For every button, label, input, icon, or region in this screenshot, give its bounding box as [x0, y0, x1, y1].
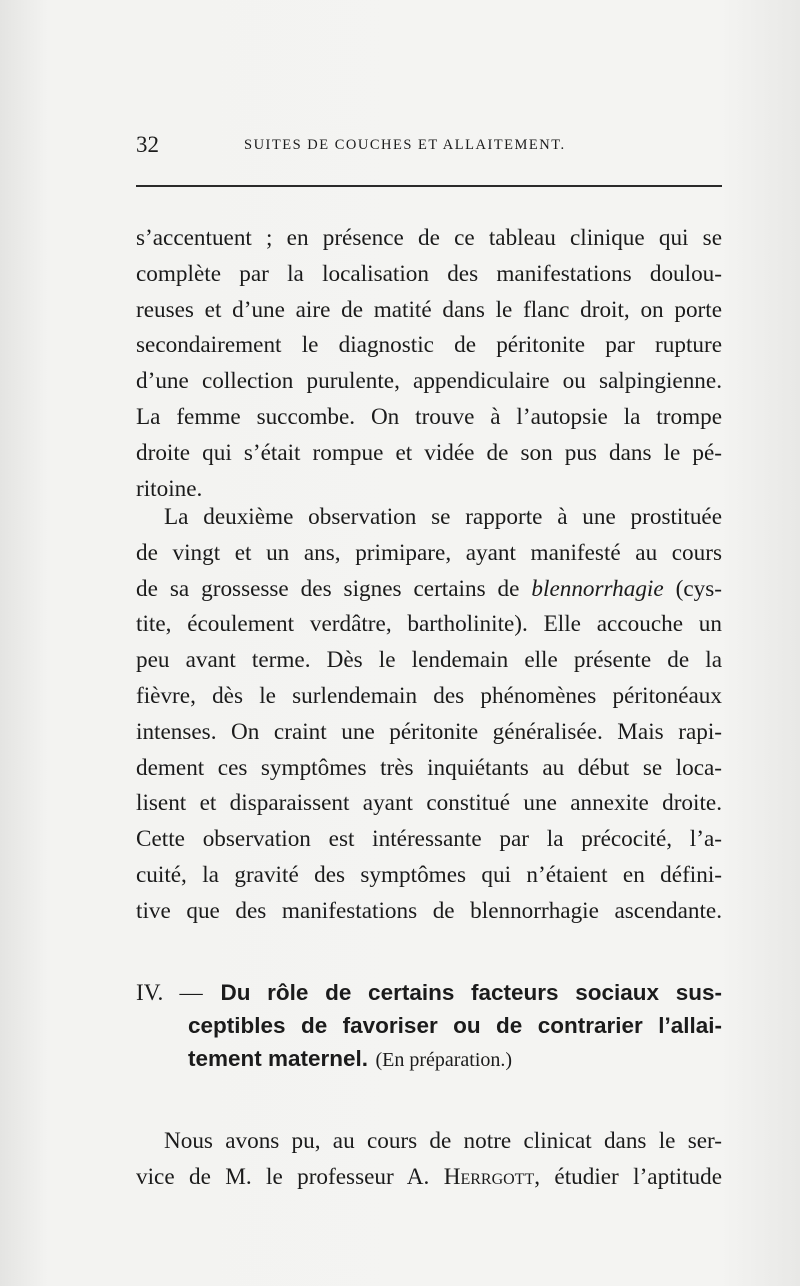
text-line: Cette observation est intéressante par la précocité, l’a- [136, 826, 722, 853]
text-line: secondairement le diagnostic de péritonite par rupture [136, 332, 722, 359]
text-line: Nous avons pu, au cours de notre clinicat dans le ser- [164, 1128, 722, 1154]
paragraph-continuation [136, 221, 722, 507]
section-title: ceptibles de favoriser ou de contrarier l’allai- [188, 1013, 722, 1038]
paragraph-second-observation [136, 500, 722, 930]
section-numeral: IV. — [136, 980, 203, 1006]
text-segment: , étudier l’aptitude [534, 1163, 722, 1190]
text-line: peu avant terme. Dès le lendemain elle présente de la [136, 647, 722, 674]
header-rule [136, 185, 722, 187]
text-line: ritoine. [136, 475, 203, 502]
text-line [136, 1160, 722, 1196]
text-line: lisent et disparaissent ayant constitué une annexite droite. [136, 790, 722, 817]
text-line: reuses et d’une aire de matité dans le flanc droit, on porte [136, 296, 722, 323]
text-line: cuité, la gravité des symptômes qui n’étaient en défini- [136, 861, 722, 888]
text-line: tite, écoulement verdâtre, bartholinite). Elle accouche un [136, 611, 722, 638]
running-head: SUITES DE COUCHES ET ALLAITEMENT. [244, 137, 566, 153]
paragraph-section-body [136, 1124, 722, 1196]
text-line: dement ces symptômes très inquiétants au début se loca- [136, 754, 722, 781]
section-heading-line [136, 1009, 722, 1042]
page-number: 32 [136, 132, 159, 157]
section-note: (En préparation.) [375, 1049, 513, 1071]
section-heading-line [136, 976, 722, 1009]
section-title: tement maternel. [188, 1046, 369, 1071]
text-line: fièvre, dès le surlendemain des phénomènes péritonéaux [136, 682, 722, 709]
text-line: droite qui s’était rompue et vidée de son pus dans le pé- [136, 439, 722, 466]
text-line: d’une collection purulente, appendiculaire ou salpingienne. [136, 368, 722, 395]
text-line: de vingt et un ans, primipare, ayant manifesté au cours [136, 539, 722, 566]
text-line: tive que des manifestations de blennorrhagie ascendante. [136, 897, 722, 924]
text-line [136, 572, 722, 608]
text-line: complète par la localisation des manifestations doulou- [136, 260, 722, 287]
text-line: La deuxième observation se rapporte à une prostituée [164, 504, 722, 530]
text-line: La femme succombe. On trouve à l’autopsie la trompe [136, 403, 722, 430]
italic-term: blennorrhagie [531, 575, 664, 602]
section-heading [136, 976, 722, 1075]
text-line: s’accentuent ; en présence de ce tableau clinique qui se [136, 225, 722, 251]
text-segment: de sa grossesse des signes certains de [136, 575, 532, 602]
text-segment: (cys- [663, 575, 722, 602]
text-segment: vice de M. le professeur A. [136, 1163, 444, 1190]
page-header [136, 132, 722, 160]
text-line: intenses. On craint une péritonite généralisée. Mais rapi- [136, 718, 722, 745]
section-title: Du rôle de certains facteurs sociaux sus- [220, 980, 722, 1005]
author-name: Herrgott [443, 1163, 535, 1190]
section-heading-line [136, 1042, 722, 1075]
